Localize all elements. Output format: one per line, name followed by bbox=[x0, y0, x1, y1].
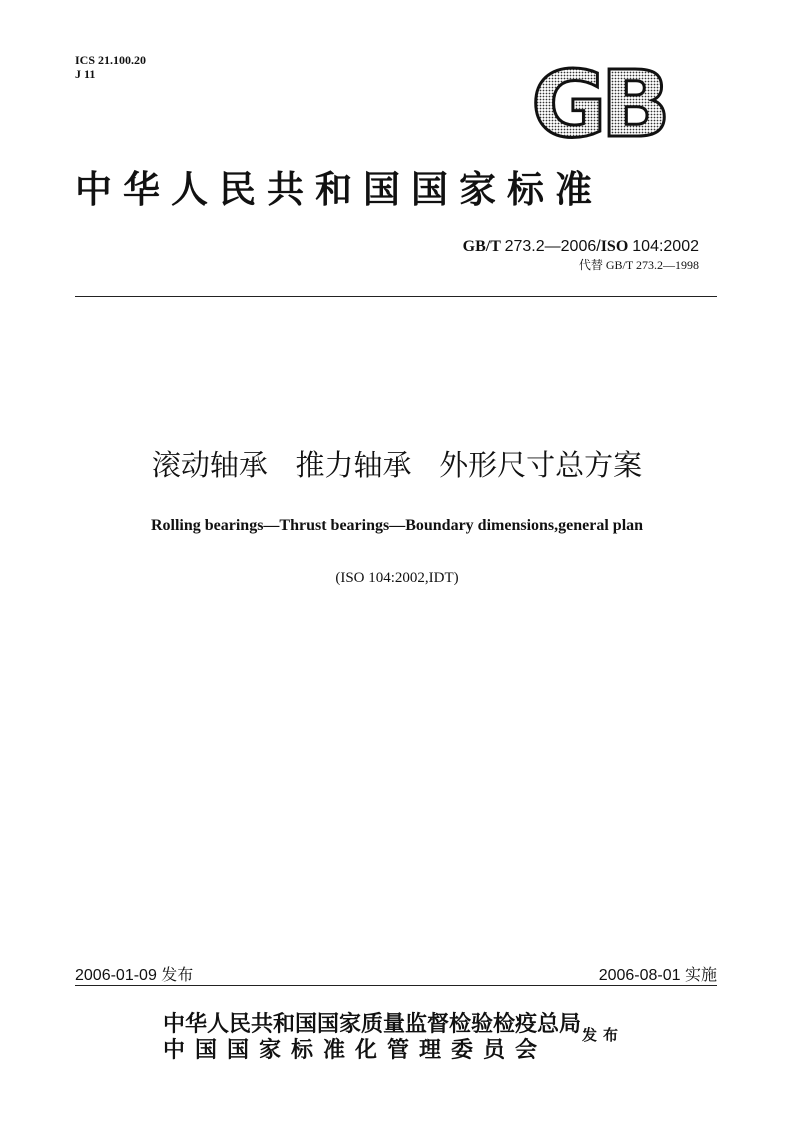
iso-code: 104:2002 bbox=[632, 238, 699, 255]
standard-number bbox=[463, 238, 699, 256]
publish-label: 发布 bbox=[582, 1026, 625, 1044]
implementation-date: 2006-08-01 实施 bbox=[598, 967, 717, 984]
replaces-standard: 代替 GB/T 273.2—1998 bbox=[578, 258, 699, 272]
top-divider bbox=[75, 296, 717, 297]
iso-prefix: ISO bbox=[600, 238, 633, 255]
ccs-code: J 11 bbox=[75, 67, 96, 81]
ics-code: ICS 21.100.20 bbox=[75, 53, 147, 67]
iso-reference: (ISO 104:2002,IDT) bbox=[335, 570, 459, 586]
bottom-divider bbox=[75, 985, 717, 986]
national-standard-title: 中华人民共和国国家标准 bbox=[75, 167, 603, 211]
gb-logo bbox=[518, 62, 678, 144]
standard-prefix: GB/T bbox=[462, 238, 505, 255]
issuer-aqsiq: 中华人民共和国国家质量监督检验检疫总局 bbox=[163, 1011, 582, 1037]
standard-code: 273.2—2006/ bbox=[504, 238, 601, 255]
classification-codes bbox=[75, 53, 146, 81]
issuer-sac: 中国国家标准化管理委员会 bbox=[163, 1037, 548, 1063]
english-title: Rolling bearings—Thrust bearings—Boundary dimensions,general plan bbox=[150, 517, 644, 534]
svg-text:GB: GB bbox=[531, 62, 665, 144]
issue-date: 2006-01-09 发布 bbox=[75, 967, 194, 984]
chinese-title: 滚动轴承 推力轴承 外形尺寸总方案 bbox=[151, 448, 643, 482]
